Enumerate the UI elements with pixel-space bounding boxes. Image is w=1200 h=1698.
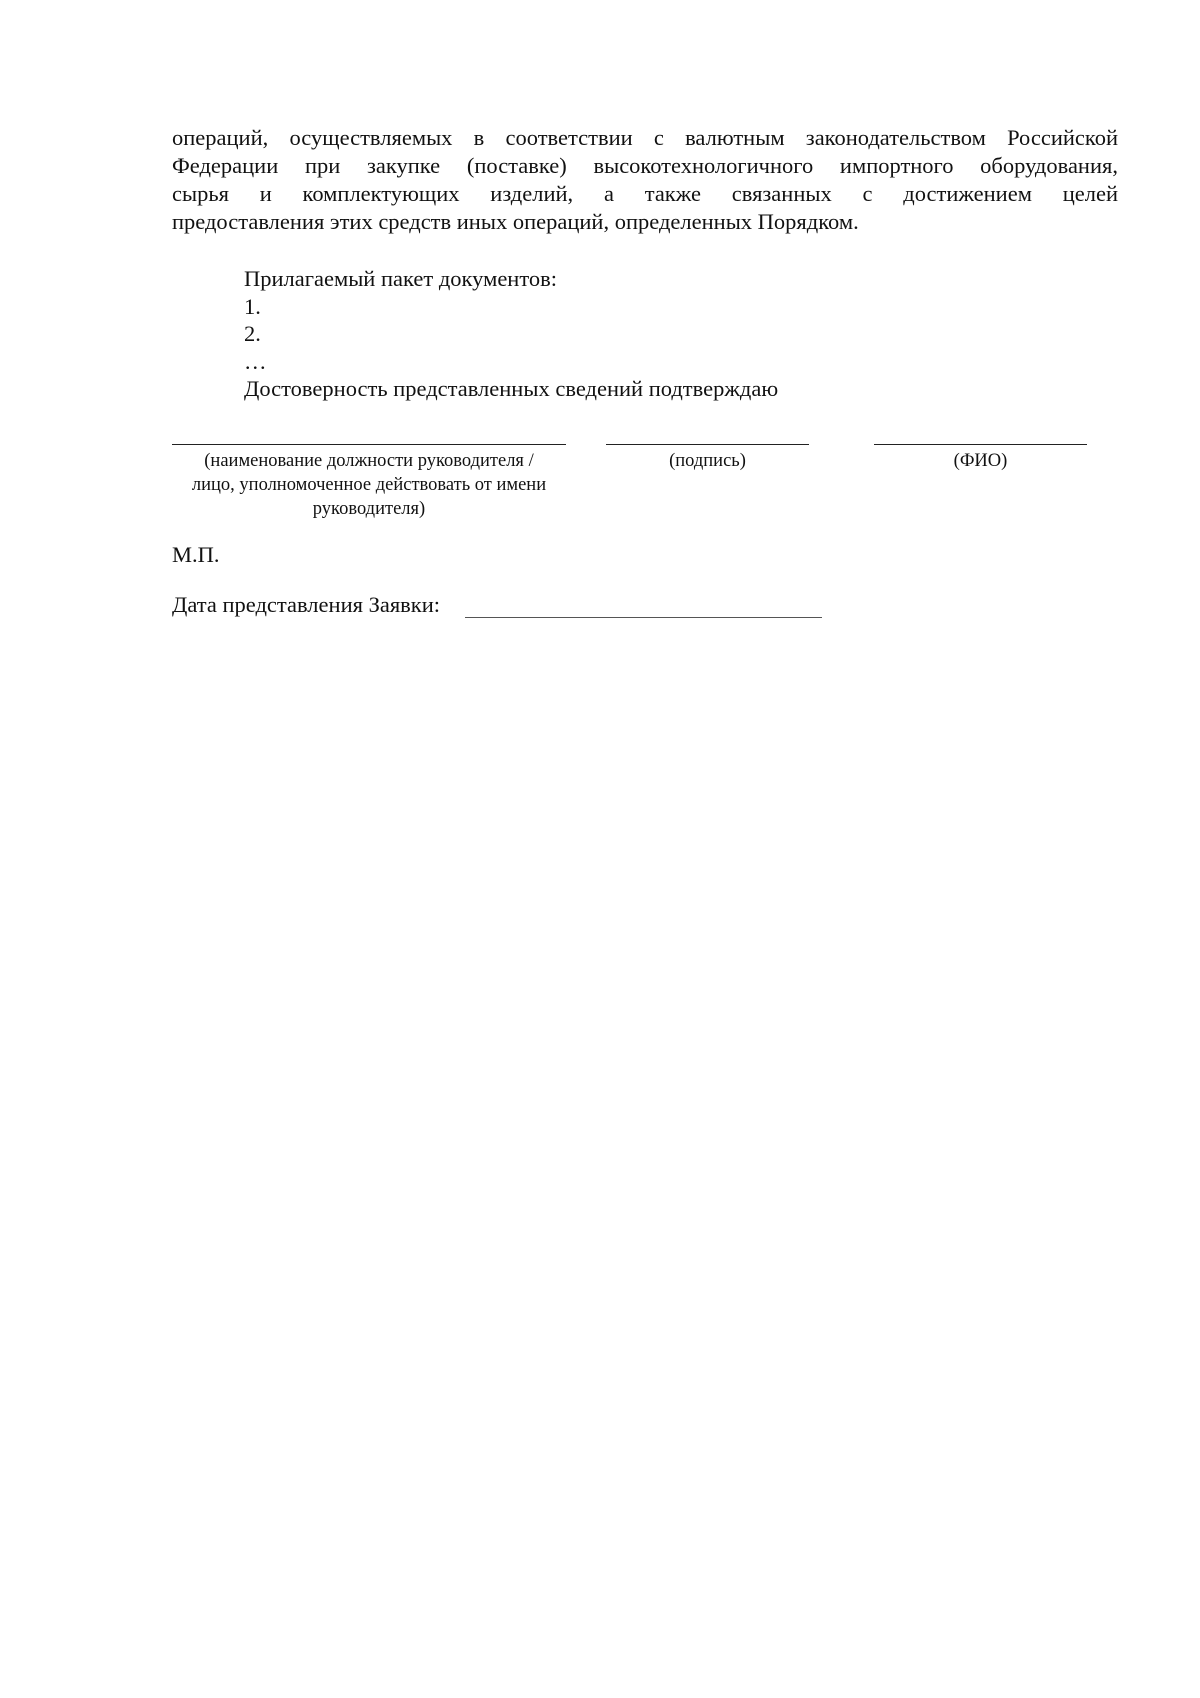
position-caption [172,449,566,521]
name-caption: (ФИО) [953,451,1008,471]
attachment-item: … [244,348,267,374]
paragraph-line: операций, осуществляемых в соответствии с валютным законодательством Российской [172,125,1118,150]
date-label: Дата представления Заявки: [172,592,441,617]
signature-line [606,444,809,445]
paragraph-line: Федерации при закупке (поставке) высокотехнологичного импортного оборудования, [172,153,1118,178]
paragraph-line: сырья и комплектующих изделий, а также связанных с достижением целей [172,181,1118,206]
attachment-item: 1. [244,293,261,319]
position-caption-line: (наименование должности руководителя / [204,451,534,471]
attachments-block [244,265,778,403]
name-signature-line [874,444,1087,445]
position-signature-line [172,444,566,445]
signature-caption: (подпись) [669,451,746,471]
attachments-heading: Прилагаемый пакет документов: [244,266,558,291]
position-caption-line: руководителя) [312,499,426,519]
body-paragraph [172,124,1118,236]
date-blank-line [465,617,822,618]
stamp-label: М.П. [172,542,220,567]
attachment-item: 2. [244,321,261,346]
paragraph-line: предоставления этих средств иных операций, определенных Порядком. [172,209,859,234]
position-caption-line: лицо, уполномоченное действовать от имени [191,475,547,495]
confirmation-text: Достоверность представленных сведений подтверждаю [244,376,779,401]
